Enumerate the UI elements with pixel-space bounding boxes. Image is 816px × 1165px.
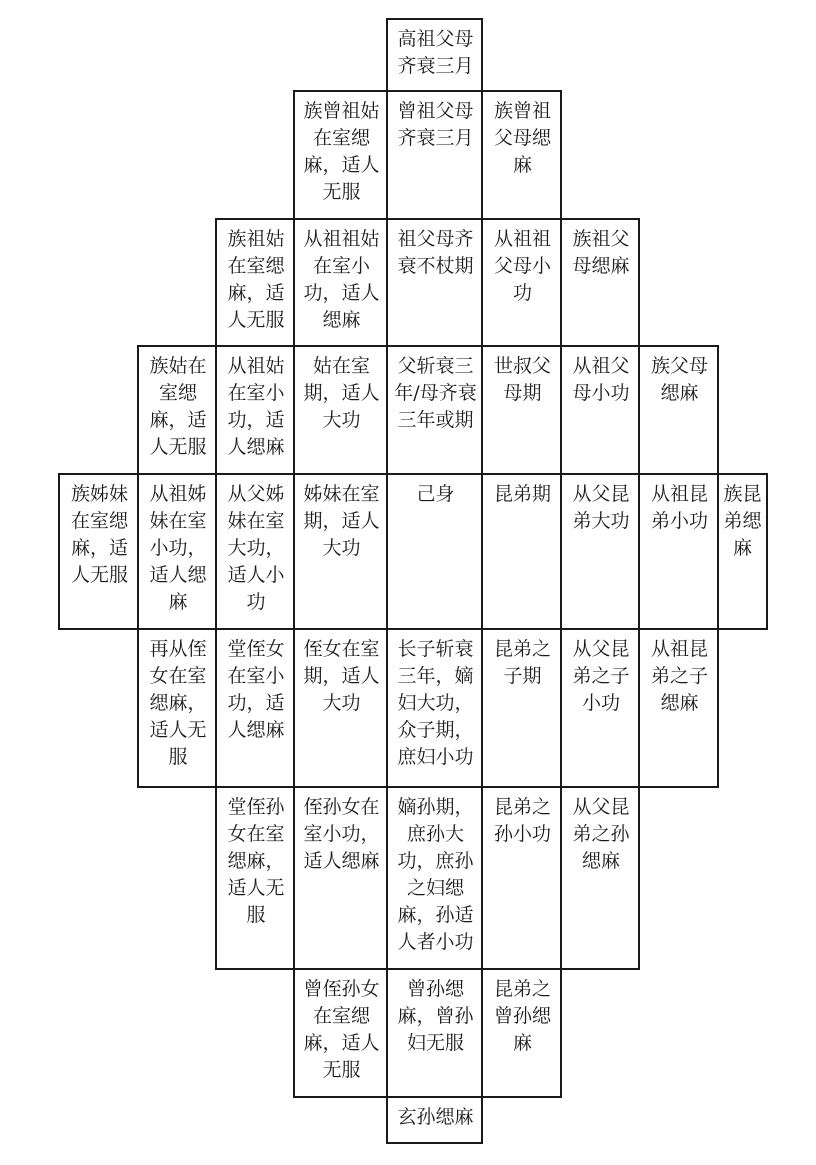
kinship-cell-r3-c3 [293,345,388,475]
kinship-cell-label: 从祖祖姑在室小功，适人缌麻 [303,228,380,331]
kinship-cell-r5-c4 [386,628,483,788]
kinship-cell-r5-c7 [638,628,719,788]
kinship-cell-label: 族昆弟缌麻 [723,483,762,559]
kinship-cell-r3-c6 [560,345,640,475]
kinship-cell-r7-c4 [386,968,483,1098]
kinship-cell-r1-c4 [386,90,483,220]
kinship-cell-label: 从祖姑在室小功，适人缌麻 [227,355,285,458]
kinship-cell-label: 族祖父母缌麻 [572,228,630,277]
kinship-cell-r4-c4 [386,473,483,630]
kinship-cell-label: 高祖父母齐衰三月 [397,28,474,77]
kinship-cell-label: 父斩衰三年/母齐衰三年或期 [394,355,477,431]
kinship-cell-r4-c6 [560,473,640,630]
kinship-cell-label: 从祖昆弟之子缌麻 [650,638,708,714]
kinship-cell-r2-c6 [560,218,640,347]
kinship-cell-r7-c5 [481,968,562,1098]
kinship-cell-r1-c5 [481,90,562,220]
kinship-cell-label: 玄孙缌麻 [397,1106,474,1128]
kinship-cell-r0-c4 [386,18,483,92]
kinship-cell-r2-c4 [386,218,483,347]
kinship-cell-r4-c3 [293,473,388,630]
kinship-cell-r2-c5 [481,218,562,347]
kinship-cell-label: 长子斩衰三年，嫡妇大功，众子期，庶妇小功 [397,638,474,768]
kinship-cell-label: 昆弟之子期 [493,638,551,687]
kinship-cell-label: 族姊妹在室缌麻，适人无服 [70,483,128,586]
kinship-cell-label: 从父姊妹在室大功，适人小功 [227,483,285,613]
kinship-cell-label: 祖父母齐衰不杖期 [397,228,474,277]
kinship-cell-label: 堂侄女在室小功，适人缌麻 [227,638,285,741]
kinship-cell-label: 从祖祖父母小功 [493,228,551,304]
kinship-cell-label: 从父昆弟大功 [572,483,630,532]
kinship-cell-r2-c2 [215,218,295,347]
kinship-cell-label: 从父昆弟之孙缌麻 [572,796,630,872]
kinship-cell-r3-c2 [215,345,295,475]
kinship-cell-label: 族曾祖父母缌麻 [493,100,551,176]
kinship-cell-r3-c5 [481,345,562,475]
kinship-cell-label: 嫡孙期，庶孙大功，庶孙之妇缌麻，孙适人者小功 [397,796,474,953]
kinship-cell-r5-c1 [137,628,217,788]
kinship-cell-r4-c5 [481,473,562,630]
kinship-cell-r5-c2 [215,628,295,788]
kinship-cell-label: 昆弟期 [493,483,551,505]
kinship-cell-label: 曾祖父母齐衰三月 [397,100,474,149]
kinship-cell-r1-c3 [293,90,388,220]
kinship-cell-label: 堂侄孙女在室缌麻，适人无服 [227,796,285,926]
kinship-cell-r5-c3 [293,628,388,788]
kinship-cell-label: 侄孙女在室小功，适人缌麻 [303,796,380,872]
kinship-cell-label: 从祖姊妹在室小功，适人缌麻 [149,483,207,613]
kinship-cell-label: 世叔父母期 [493,355,551,404]
kinship-cell-r6-c6 [560,786,640,970]
kinship-cell-r8-c4 [386,1096,483,1144]
kinship-cell-label: 从祖昆弟小功 [650,483,708,532]
kinship-cell-r6-c2 [215,786,295,970]
kinship-cell-label: 己身 [416,483,455,505]
kinship-cell-label: 族祖姑在室缌麻，适人无服 [227,228,285,331]
kinship-cell-r5-c5 [481,628,562,788]
kinship-cell-r4-c7 [638,473,719,630]
kinship-cell-label: 族父母缌麻 [650,355,708,404]
kinship-cell-label: 族姑在室缌麻，适人无服 [149,355,207,458]
kinship-cell-r4-c0 [58,473,139,630]
kinship-cell-label: 昆弟之孙小功 [493,796,551,845]
kinship-cell-label: 侄女在室期，适人大功 [303,638,380,714]
kinship-cell-r3-c1 [137,345,217,475]
kinship-cell-r6-c4 [386,786,483,970]
kinship-cell-label: 从祖父母小功 [572,355,630,404]
kinship-cell-r4-c1 [137,473,217,630]
kinship-cell-label: 曾孙缌麻，曾孙妇无服 [397,978,474,1054]
kinship-cell-r4-c8 [717,473,768,630]
kinship-cell-r5-c6 [560,628,640,788]
kinship-cell-label: 昆弟之曾孙缌麻 [493,978,551,1054]
kinship-cell-label: 姊妹在室期，适人大功 [303,483,380,559]
kinship-cell-r3-c7 [638,345,719,475]
kinship-cell-label: 再从侄女在室缌麻，适人无服 [149,638,207,768]
kinship-cell-label: 曾侄孙女在室缌麻，适人无服 [303,978,380,1081]
kinship-cell-r7-c3 [293,968,388,1098]
kinship-cell-r3-c4 [386,345,483,475]
kinship-cell-r6-c5 [481,786,562,970]
kinship-cell-r6-c3 [293,786,388,970]
kinship-cell-r4-c2 [215,473,295,630]
kinship-cell-label: 姑在室期，适人大功 [303,355,380,431]
kinship-cell-label: 从父昆弟之子小功 [572,638,630,714]
kinship-cell-r2-c3 [293,218,388,347]
kinship-cell-label: 族曾祖姑在室缌麻，适人无服 [303,100,380,203]
